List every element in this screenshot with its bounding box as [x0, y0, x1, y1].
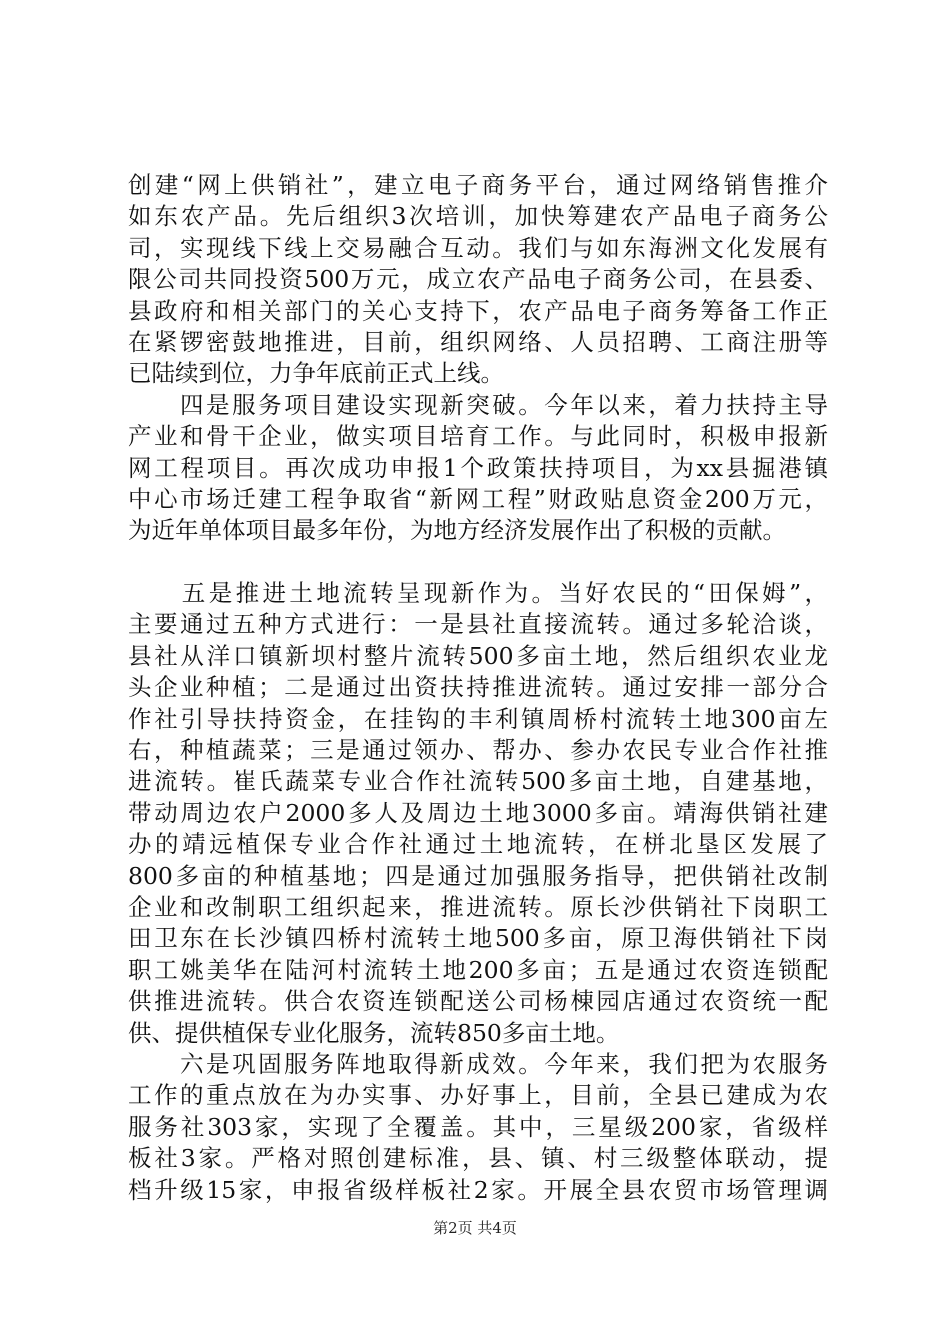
- text-line: 六是巩固服务阵地取得新成效。今年来，我们把为农服务: [128, 1049, 828, 1078]
- text-line: 创建“网上供销社”，建立电子商务平台，通过网络销售推介: [128, 171, 828, 199]
- text-line: 司，实现线下线上交易融合互动。我们与如东海洲文化发展有: [128, 233, 828, 262]
- text-line: 限公司共同投资500万元，成立农产品电子商务公司，在县委、: [128, 265, 828, 294]
- text-line: 产业和骨干企业，做实项目培育工作。与此同时，积极申报新: [128, 422, 828, 451]
- text-line: 800多亩的种植基地；四是通过加强服务指导，把供销社改制: [128, 861, 828, 890]
- paragraph: [128, 1049, 828, 1206]
- text-line: 职工姚美华在陆河村流转土地200多亩；五是通过农资连锁配: [128, 955, 828, 984]
- paragraph: [128, 390, 828, 547]
- text-line: 五是推进土地流转呈现新作为。当好农民的“田保姆”，: [128, 579, 828, 608]
- text-line: 供推进流转。供合农资连锁配送公司杨棟园店通过农资统一配: [128, 987, 828, 1016]
- text-line: 作社引导扶持资金，在挂钩的丰利镇周桥村流转土地300亩左: [128, 704, 828, 733]
- text-line: 进流转。崔氏蔬菜专业合作社流转500多亩土地，自建基地，: [128, 767, 828, 796]
- text-line: 右，种植蔬菜；三是通过领办、帮办、参办农民专业合作社推: [128, 736, 828, 765]
- paragraph: [128, 170, 828, 390]
- text-line: 已陆续到位，力争年底前正式上线。: [128, 359, 504, 388]
- text-line: 县社从洋口镇新坝村整片流转500多亩土地，然后组织农业龙: [128, 641, 828, 670]
- text-line: 四是服务项目建设实现新突破。今年以来，着力扶持主导: [128, 390, 828, 419]
- text-line: 工作的重点放在为办实事、办好事上，目前，全县已建成为农: [128, 1081, 828, 1110]
- text-line: 在紧锣密鼓地推进，目前，组织网络、人员招聘、工商注册等: [128, 327, 828, 356]
- text-line: 板社3家。严格对照创建标准，县、镇、村三级整体联动，提: [128, 1144, 828, 1173]
- body-text: [128, 170, 828, 1206]
- text-line: 档升级15家，申报省级样板社2家。开展全县农贸市场管理调: [128, 1175, 828, 1204]
- text-line: 县政府和相关部门的关心支持下，农产品电子商务筹备工作正: [128, 296, 828, 325]
- text-line: 服务社303家，实现了全覆盖。其中，三星级200家，省级样: [128, 1112, 828, 1141]
- text-line: 办的靖远植保专业合作社通过土地流转，在栟北垦区发展了: [128, 830, 828, 859]
- text-line: 为近年单体项目最多年份，为地方经济发展作出了积极的贡献。: [128, 516, 786, 545]
- text-line: 主要通过五种方式进行：一是县社直接流转。通过多轮洽谈，: [128, 610, 828, 639]
- text-line: 带动周边农户2000多人及周边土地3000多亩。靖海供销社建: [128, 798, 828, 827]
- text-line: 如东农产品。先后组织3次培训，加快筹建农产品电子商务公: [128, 202, 828, 231]
- text-line: 供、提供植保专业化服务，流转850多亩土地。: [128, 1018, 620, 1047]
- text-line: 网工程项目。再次成功申报1个政策扶持项目，为xx县掘港镇: [128, 453, 828, 482]
- paragraph: [128, 578, 828, 1049]
- text-line: 中心市场迁建工程争取省“新网工程”财政贴息资金200万元，: [128, 484, 828, 513]
- page-footer: 第2页 共4页: [433, 1219, 517, 1237]
- text-line: 企业和改制职工组织起来，推进流转。原长沙供销社下岗职工: [128, 892, 828, 921]
- text-line: 头企业种植；二是通过出资扶持推进流转。通过安排一部分合: [128, 673, 828, 702]
- text-line: 田卫东在长沙镇四桥村流转土地500多亩，原卫海供销社下岗: [128, 924, 828, 953]
- paragraph-gap: [128, 547, 828, 578]
